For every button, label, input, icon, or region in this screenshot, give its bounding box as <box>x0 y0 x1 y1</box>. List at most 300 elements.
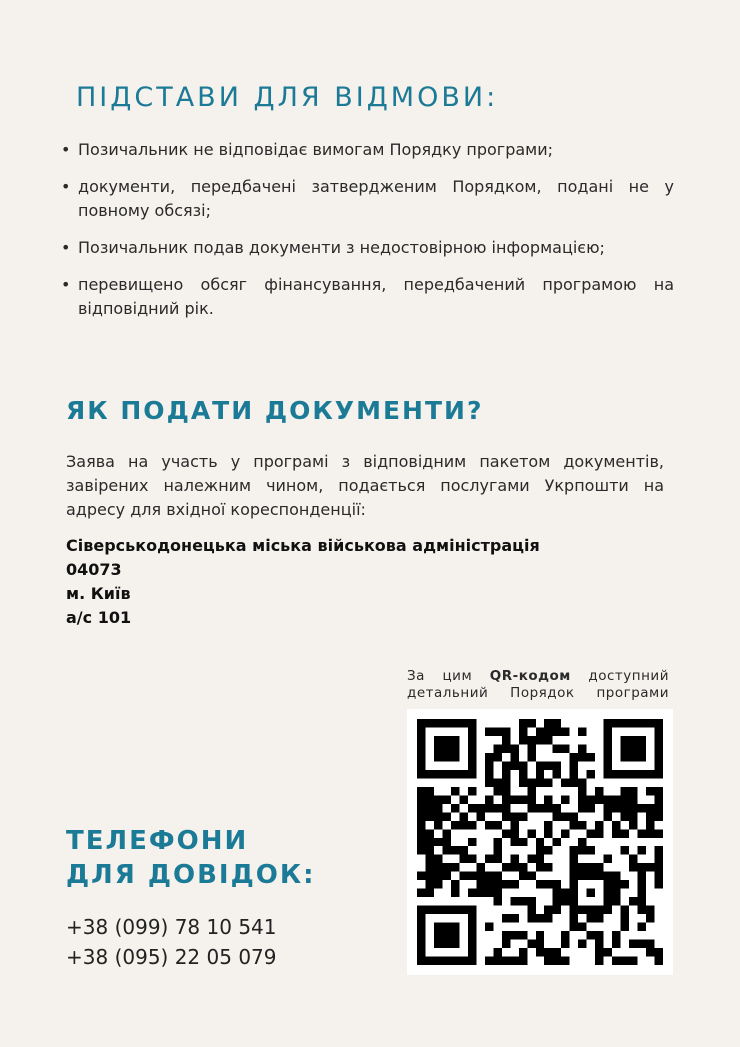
qr-module <box>604 804 612 812</box>
qr-module <box>417 906 425 914</box>
qr-module <box>553 889 561 897</box>
qr-module <box>451 736 459 744</box>
qr-module <box>417 736 425 744</box>
qr-module <box>638 804 646 812</box>
qr-module <box>646 948 654 956</box>
qr-module <box>417 804 425 812</box>
qr-module <box>561 744 569 752</box>
qr-module <box>638 906 646 914</box>
qr-module <box>587 804 595 812</box>
qr-module <box>544 948 552 956</box>
qr-module <box>629 719 637 727</box>
qr-module <box>527 787 535 795</box>
qr-module <box>638 829 646 837</box>
qr-module <box>604 872 612 880</box>
qr-module <box>425 812 433 820</box>
qr-code-icon <box>417 719 663 965</box>
qr-module <box>536 804 544 812</box>
qr-module <box>561 829 569 837</box>
qr-module <box>459 770 467 778</box>
qr-module <box>442 906 450 914</box>
qr-module <box>442 931 450 939</box>
qr-module <box>459 795 467 803</box>
qr-module <box>604 761 612 769</box>
qr-module <box>578 778 586 786</box>
qr-module <box>417 753 425 761</box>
qr-module <box>468 914 476 922</box>
qr-module <box>604 897 612 905</box>
qr-module <box>451 931 459 939</box>
qr-module <box>544 821 552 829</box>
qr-module <box>629 787 637 795</box>
qr-module <box>629 804 637 812</box>
qr-module <box>570 770 578 778</box>
refusal-list <box>60 138 674 334</box>
qr-module <box>425 787 433 795</box>
qr-module <box>417 719 425 727</box>
qr-module <box>527 719 535 727</box>
qr-module <box>442 812 450 820</box>
qr-module <box>502 727 510 735</box>
qr-module <box>587 753 595 761</box>
qr-module <box>578 804 586 812</box>
qr-module <box>553 838 561 846</box>
qr-module <box>621 744 629 752</box>
qr-module <box>476 872 484 880</box>
qr-module <box>612 880 620 888</box>
qr-module <box>655 846 663 854</box>
qr-module <box>434 821 442 829</box>
qr-module <box>425 880 433 888</box>
qr-module <box>536 778 544 786</box>
qr-module <box>646 821 654 829</box>
qr-module <box>468 744 476 752</box>
list-item: • Позичальник не відповідає вимогам Порядку програми; <box>60 138 674 162</box>
phone-number[interactable]: +38 (095) 22 05 079 <box>66 945 277 969</box>
qr-module <box>451 846 459 854</box>
qr-module <box>519 863 527 871</box>
qr-module <box>570 906 578 914</box>
qr-module <box>527 940 535 948</box>
qr-module <box>553 761 561 769</box>
qr-module <box>570 923 578 931</box>
qr-module <box>638 753 646 761</box>
qr-module <box>519 778 527 786</box>
qr-module <box>544 719 552 727</box>
qr-code[interactable] <box>407 709 673 975</box>
qr-module <box>468 727 476 735</box>
qr-module <box>425 872 433 880</box>
qr-module <box>485 855 493 863</box>
qr-module <box>434 923 442 931</box>
qr-module <box>510 829 518 837</box>
qr-module <box>544 880 552 888</box>
qr-module <box>570 889 578 897</box>
qr-module <box>442 923 450 931</box>
qr-module <box>493 957 501 965</box>
qr-module <box>476 812 484 820</box>
qr-module <box>434 736 442 744</box>
qr-module <box>578 795 586 803</box>
qr-module <box>536 846 544 854</box>
qr-module <box>468 736 476 744</box>
qr-module <box>468 838 476 846</box>
qr-module <box>451 906 459 914</box>
qr-module <box>468 719 476 727</box>
qr-module <box>451 821 459 829</box>
qr-module <box>621 906 629 914</box>
phone-number[interactable]: +38 (099) 78 10 541 <box>66 915 277 939</box>
qr-module <box>434 957 442 965</box>
qr-module <box>434 880 442 888</box>
qr-module <box>476 804 484 812</box>
qr-module <box>621 880 629 888</box>
qr-module <box>502 787 510 795</box>
qr-module <box>553 719 561 727</box>
qr-module <box>502 957 510 965</box>
qr-module <box>536 931 544 939</box>
qr-module <box>519 719 527 727</box>
qr-module <box>425 855 433 863</box>
qr-module <box>527 795 535 803</box>
qr-module <box>655 948 663 956</box>
qr-module <box>578 872 586 880</box>
qr-module <box>417 940 425 948</box>
qr-module <box>544 761 552 769</box>
qr-module <box>451 863 459 871</box>
qr-module <box>621 719 629 727</box>
qr-module <box>485 795 493 803</box>
qr-module <box>425 829 433 837</box>
qr-module <box>553 906 561 914</box>
list-item: • перевищено обсяг фінансування, передбачений програмою на відповідний рік. <box>60 273 674 321</box>
qr-module <box>493 889 501 897</box>
qr-module <box>519 770 527 778</box>
qr-module <box>425 846 433 854</box>
qr-module <box>451 719 459 727</box>
submit-title: ЯК ПОДАТИ ДОКУМЕНТИ? <box>66 396 484 425</box>
qr-module <box>604 753 612 761</box>
qr-module <box>553 804 561 812</box>
qr-module <box>561 940 569 948</box>
qr-module <box>476 889 484 897</box>
qr-module <box>459 846 467 854</box>
qr-module <box>434 770 442 778</box>
qr-module <box>527 914 535 922</box>
qr-module <box>561 957 569 965</box>
qr-module <box>655 855 663 863</box>
qr-module <box>595 940 603 948</box>
qr-module <box>621 812 629 820</box>
qr-module <box>587 795 595 803</box>
qr-module <box>544 795 552 803</box>
qr-caption-start: За цим <box>407 668 490 684</box>
qr-module <box>451 744 459 752</box>
qr-module <box>510 761 518 769</box>
qr-module <box>468 948 476 956</box>
qr-module <box>519 838 527 846</box>
qr-module <box>442 753 450 761</box>
qr-module <box>587 863 595 871</box>
qr-module <box>442 957 450 965</box>
qr-module <box>442 795 450 803</box>
qr-module <box>544 778 552 786</box>
qr-module <box>510 880 518 888</box>
qr-module <box>510 795 518 803</box>
qr-module <box>561 795 569 803</box>
qr-module <box>425 804 433 812</box>
qr-module <box>493 787 501 795</box>
qr-module <box>595 957 603 965</box>
qr-module <box>587 914 595 922</box>
qr-module <box>493 880 501 888</box>
qr-module <box>434 753 442 761</box>
qr-module <box>442 872 450 880</box>
qr-module <box>578 744 586 752</box>
qr-module <box>425 889 433 897</box>
qr-module <box>459 872 467 880</box>
qr-module <box>417 770 425 778</box>
qr-module <box>468 753 476 761</box>
qr-module <box>434 838 442 846</box>
qr-module <box>442 744 450 752</box>
qr-module <box>612 957 620 965</box>
qr-module <box>578 906 586 914</box>
qr-module <box>493 948 501 956</box>
qr-module <box>621 804 629 812</box>
qr-module <box>485 804 493 812</box>
list-item: • Позичальник подав документи з недостовірною інформацією; <box>60 236 674 260</box>
qr-module <box>527 744 535 752</box>
qr-module <box>510 855 518 863</box>
qr-module <box>519 812 527 820</box>
qr-module <box>587 931 595 939</box>
qr-module <box>578 923 586 931</box>
qr-module <box>646 940 654 948</box>
qr-module <box>587 829 595 837</box>
qr-module <box>502 812 510 820</box>
qr-module <box>595 795 603 803</box>
qr-module <box>646 914 654 922</box>
qr-module <box>646 863 654 871</box>
qr-module <box>553 948 561 956</box>
qr-module <box>417 923 425 931</box>
qr-module <box>417 957 425 965</box>
qr-module <box>629 897 637 905</box>
qr-module <box>502 931 510 939</box>
qr-module <box>510 753 518 761</box>
qr-module <box>519 872 527 880</box>
qr-module <box>434 744 442 752</box>
qr-module <box>646 787 654 795</box>
qr-module <box>417 787 425 795</box>
qr-module <box>655 770 663 778</box>
qr-module <box>434 906 442 914</box>
qr-module <box>570 855 578 863</box>
qr-module <box>451 880 459 888</box>
qr-module <box>638 872 646 880</box>
qr-module <box>536 855 544 863</box>
qr-module <box>442 719 450 727</box>
qr-module <box>570 880 578 888</box>
qr-module <box>502 778 510 786</box>
qr-module <box>451 957 459 965</box>
qr-module <box>629 863 637 871</box>
qr-module <box>485 880 493 888</box>
qr-module <box>519 736 527 744</box>
qr-module <box>527 736 535 744</box>
qr-module <box>561 897 569 905</box>
qr-module <box>519 957 527 965</box>
qr-module <box>434 863 442 871</box>
qr-module <box>459 906 467 914</box>
qr-module <box>468 770 476 778</box>
qr-module <box>536 863 544 871</box>
qr-module <box>621 736 629 744</box>
qr-module <box>502 914 510 922</box>
qr-module <box>451 770 459 778</box>
qr-module <box>434 931 442 939</box>
qr-module <box>493 778 501 786</box>
qr-module <box>553 744 561 752</box>
qr-module <box>417 914 425 922</box>
qr-module <box>510 897 518 905</box>
qr-module <box>629 753 637 761</box>
qr-module <box>510 821 518 829</box>
list-item: • документи, передбачені затвердженим Порядком, подані не у повному обсязі; <box>60 175 674 223</box>
qr-module <box>578 838 586 846</box>
qr-module <box>629 821 637 829</box>
qr-module <box>417 872 425 880</box>
qr-module <box>468 872 476 880</box>
qr-module <box>442 770 450 778</box>
qr-module <box>468 787 476 795</box>
qr-module <box>510 744 518 752</box>
qr-module <box>485 923 493 931</box>
qr-module <box>544 829 552 837</box>
address-city: м. Київ <box>66 584 131 603</box>
qr-module <box>612 770 620 778</box>
address-postcode: 04073 <box>66 560 122 579</box>
qr-module <box>417 821 425 829</box>
qr-module <box>417 889 425 897</box>
qr-module <box>595 821 603 829</box>
qr-module <box>553 727 561 735</box>
qr-module <box>544 736 552 744</box>
qr-module <box>502 880 510 888</box>
qr-module <box>476 880 484 888</box>
qr-module <box>468 931 476 939</box>
qr-module <box>612 719 620 727</box>
qr-module <box>527 872 535 880</box>
qr-module <box>502 829 510 837</box>
qr-caption-end: доступний детальний Порядок програми <box>407 668 669 701</box>
qr-module <box>485 889 493 897</box>
qr-module <box>612 804 620 812</box>
qr-module <box>612 897 620 905</box>
qr-module <box>570 872 578 880</box>
qr-module <box>493 727 501 735</box>
qr-module <box>655 736 663 744</box>
qr-module <box>442 736 450 744</box>
qr-module <box>485 761 493 769</box>
qr-module <box>434 812 442 820</box>
qr-module <box>527 778 535 786</box>
qr-module <box>536 838 544 846</box>
qr-module <box>570 778 578 786</box>
qr-module <box>604 889 612 897</box>
qr-module <box>587 889 595 897</box>
qr-module <box>493 897 501 905</box>
qr-module <box>595 787 603 795</box>
qr-module <box>493 872 501 880</box>
qr-module <box>527 804 535 812</box>
qr-module <box>519 795 527 803</box>
qr-module <box>536 940 544 948</box>
address-po-box: а/с 101 <box>66 608 132 627</box>
qr-module <box>468 906 476 914</box>
qr-module <box>451 940 459 948</box>
qr-module <box>612 931 620 939</box>
qr-module <box>638 736 646 744</box>
qr-module <box>502 770 510 778</box>
qr-module <box>638 770 646 778</box>
qr-module <box>595 948 603 956</box>
qr-module <box>570 821 578 829</box>
qr-module <box>655 727 663 735</box>
qr-module <box>553 812 561 820</box>
qr-module <box>417 846 425 854</box>
qr-module <box>604 770 612 778</box>
qr-module <box>655 880 663 888</box>
contacts-title <box>66 824 315 892</box>
qr-module <box>442 940 450 948</box>
qr-module <box>578 787 586 795</box>
qr-module <box>468 821 476 829</box>
qr-module <box>570 812 578 820</box>
qr-module <box>621 846 629 854</box>
qr-module <box>544 846 552 854</box>
qr-module <box>434 855 442 863</box>
qr-module <box>536 736 544 744</box>
qr-module <box>629 940 637 948</box>
qr-module <box>553 957 561 965</box>
qr-module <box>468 889 476 897</box>
qr-module <box>485 778 493 786</box>
qr-module <box>612 940 620 948</box>
qr-module <box>417 948 425 956</box>
qr-module <box>612 795 620 803</box>
qr-module <box>570 846 578 854</box>
qr-module <box>604 719 612 727</box>
qr-module <box>578 727 586 735</box>
qr-module <box>527 906 535 914</box>
qr-module <box>451 923 459 931</box>
qr-module <box>425 863 433 871</box>
qr-module <box>417 931 425 939</box>
qr-module <box>519 931 527 939</box>
qr-module <box>519 727 527 735</box>
qr-module <box>442 829 450 837</box>
qr-module <box>621 957 629 965</box>
qr-module <box>510 863 518 871</box>
qr-module <box>621 829 629 837</box>
qr-module <box>604 736 612 744</box>
qr-module <box>655 804 663 812</box>
qr-module <box>570 753 578 761</box>
address-recipient: Сіверськодонецька міська військова адміністрація <box>66 536 540 555</box>
qr-caption-bold: QR-кодом <box>489 668 571 684</box>
